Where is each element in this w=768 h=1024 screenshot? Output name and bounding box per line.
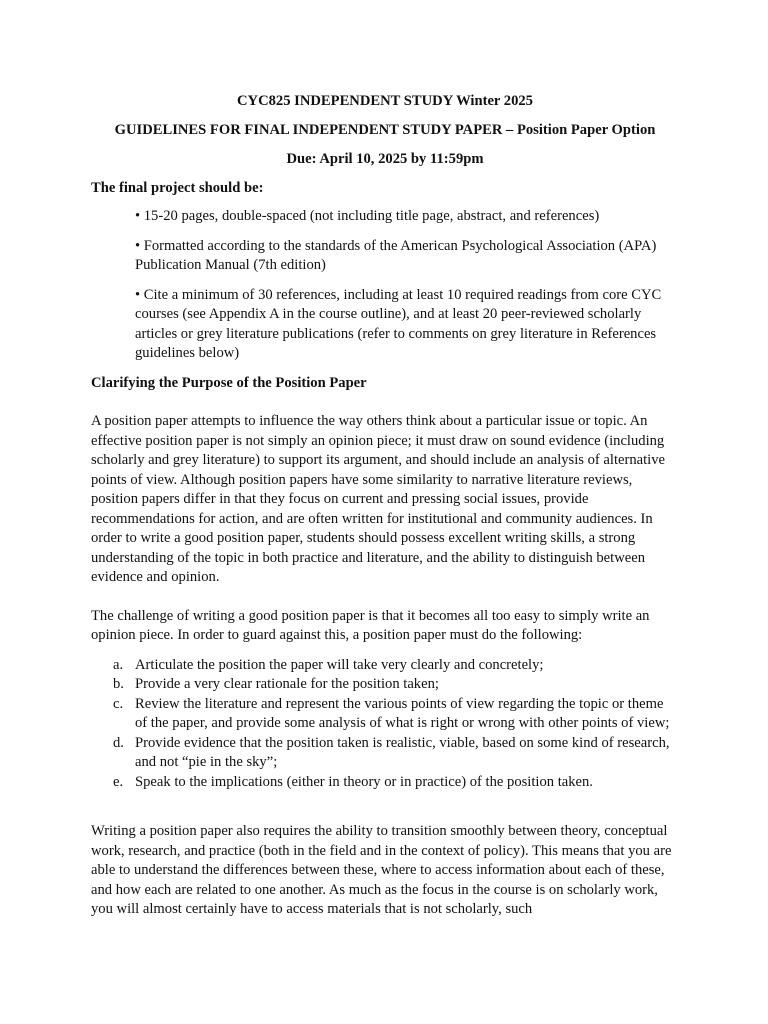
list-item bbox=[113, 675, 679, 695]
spacer bbox=[91, 588, 679, 607]
list-item bbox=[113, 656, 679, 676]
due-date: Due: April 10, 2025 by 11:59pm bbox=[286, 151, 484, 167]
guidelines-title: GUIDELINES FOR FINAL INDEPENDENT STUDY PAPER – Position Paper Option bbox=[114, 121, 656, 138]
list-marker: d. bbox=[113, 734, 124, 751]
requirements-list bbox=[135, 207, 679, 364]
list-item bbox=[113, 695, 679, 734]
document-page bbox=[91, 92, 679, 920]
list-item-text: Review the literature and represent the various points of view regarding the topic or theme of the paper, and provide some analysis of what is right or wrong with other points of view; bbox=[135, 695, 670, 731]
list-marker: b. bbox=[113, 676, 124, 692]
paragraph: A position paper attempts to influence the way others think about a particular issue or topic. An effective position paper is not simply an opinion piece; it must draw on sound evidence (including scholarly and grey literature) to support its argument, and should include an analysis of alternative points of view. Although position papers have some similarity to narrative literature reviews, position papers differ in that they focus on current and pressing social issues, provide recommendations for action, and are often written for institutional and community audiences. In order to write a good position paper, students should possess excellent writing skills, a strong understanding of the topic in both practice and literature, and the ability to distinguish between evidence and opinion. bbox=[91, 413, 665, 585]
course-title: CYC825 INDEPENDENT STUDY Winter 2025 bbox=[237, 93, 533, 109]
requirement-item: • Formatted according to the standards of the American Psychological Association (APA) Publication Manual (7th edition) bbox=[135, 237, 657, 273]
paragraph: The challenge of writing a good position paper is that it becomes all too easy to simply write an opinion piece. In order to guard against this, a position paper must do the following: bbox=[91, 607, 650, 643]
spacer bbox=[91, 792, 679, 822]
list-item bbox=[113, 734, 679, 773]
requirements-alpha-list bbox=[113, 656, 679, 793]
list-marker: c. bbox=[113, 695, 124, 712]
requirement-item: • 15-20 pages, double-spaced (not including title page, abstract, and references) bbox=[135, 208, 600, 224]
list-item bbox=[113, 773, 679, 793]
paragraph: Writing a position paper also requires the ability to transition smoothly between theory, conceptual work, research, and practice (both in the field and in the context of policy). This means that you are able to understand the differences between these, where to access information about each of these, and how each are related to one another. As much as the focus in the course is on scholarly work, you will almost certainly have to access materials that is not scholarly, such bbox=[91, 823, 672, 917]
list-item-text: Provide evidence that the position taken is realistic, viable, based on some kind of research, and not “pie in the sky”; bbox=[135, 734, 670, 770]
requirements-heading: The final project should be: bbox=[91, 179, 264, 196]
spacer bbox=[91, 393, 679, 412]
requirement-item: • Cite a minimum of 30 references, including at least 10 required readings from core CYC courses (see Appendix A in the course outline), and at least 20 peer-reviewed scholarly articles or grey literature publications (refer to comments on grey literature in References guidelines below) bbox=[135, 286, 662, 361]
list-marker: e. bbox=[113, 773, 124, 790]
list-item-text: Speak to the implications (either in theory or in practice) of the position taken. bbox=[135, 773, 593, 790]
list-item-text: Articulate the position the paper will take very clearly and concretely; bbox=[135, 656, 544, 673]
section-heading: Clarifying the Purpose of the Position Paper bbox=[91, 374, 367, 391]
list-item-text: Provide a very clear rationale for the position taken; bbox=[135, 676, 439, 692]
list-marker: a. bbox=[113, 656, 124, 673]
